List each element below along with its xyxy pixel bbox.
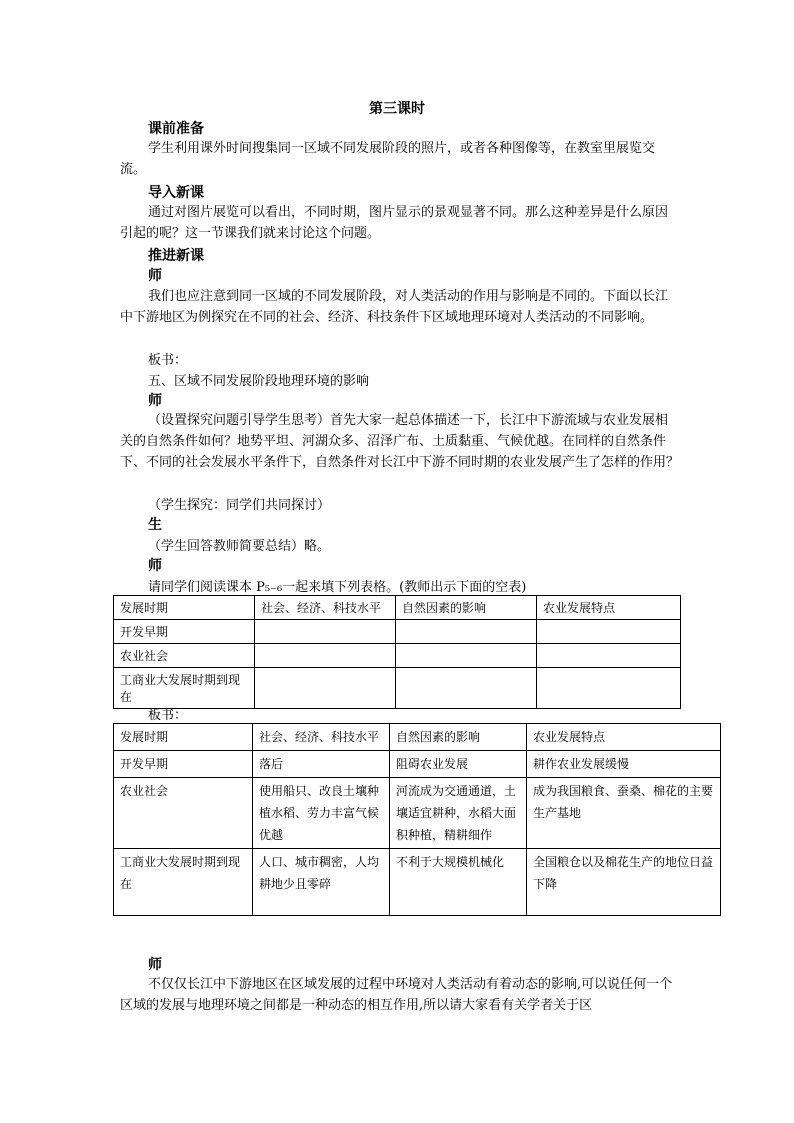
table-header-cell: 农业发展特点 [537, 596, 681, 620]
teacher-label: 师 [148, 558, 162, 574]
table-cell: 工商业大发展时期到现在 [114, 849, 253, 916]
prep-text: 学生利用课外时间搜集同一区域不同发展阶段的照片，或者各种图像等，在教室里展览交流。 [120, 141, 656, 177]
teacher-text: 请同学们阅读课本 P₅₋₆一起来填下列表格。(教师出示下面的空表) [148, 580, 527, 595]
table-row [114, 668, 681, 709]
table-cell: 使用船只、改良土壤种植水稻、劳力丰富气候优越 [253, 778, 390, 849]
board-item: 五、区域不同发展阶段地理环境的影响 [148, 374, 370, 389]
table-cell: 耕作农业发展缓慢 [527, 751, 721, 778]
board-table [113, 723, 721, 916]
table-row [114, 620, 681, 644]
table-header-cell: 社会、经济、科技水平 [255, 596, 396, 620]
teacher-label: 师 [148, 393, 162, 409]
empty-cell [255, 668, 396, 709]
board-label: 板书： [148, 708, 188, 723]
table-header-row [114, 596, 681, 620]
table-cell: 不利于大规模机械化 [390, 849, 527, 916]
table-cell: 农业社会 [114, 778, 253, 849]
empty-cell [396, 668, 537, 709]
board-label: 板书： [148, 353, 188, 368]
empty-cell [537, 644, 681, 668]
student-text: （学生回答教师简要总结）略。 [148, 539, 331, 554]
page-title: 第三课时 [369, 101, 425, 117]
empty-cell [255, 620, 396, 644]
table-header-cell: 发展时期 [114, 596, 255, 620]
teacher-label: 师 [148, 957, 162, 973]
table-cell: 阻碍农业发展 [390, 751, 527, 778]
table-row [114, 778, 721, 849]
intro-text: 通过对图片展览可以看出，不同时期，图片显示的景观显著不同。那么这种差异是什么原因引起的呢？这一节课我们就来讨论这个问题。 [120, 205, 669, 241]
student-explore: （学生探究：同学们共同探讨） [148, 498, 331, 513]
table-header-row [114, 724, 721, 751]
teacher-label: 师 [148, 268, 162, 284]
empty-cell [396, 644, 537, 668]
table-cell: 河流成为交通通道，土壤适宜耕种，水稻大面积种植，精耕细作 [390, 778, 527, 849]
intro-heading: 导入新课 [148, 185, 204, 201]
prep-heading: 课前准备 [148, 121, 204, 137]
teacher-text: 不仅仅长江中下游地区在区域发展的过程中环境对人类活动有着动态的影响,可以说任何一个区域的发展与地理环境之间都是一种动态的相互作用,所以请大家看有关学者关于区 [120, 977, 673, 1013]
table-cell: 全国粮仓以及棉花生产的地位日益下降 [527, 849, 721, 916]
table-cell: 成为我国粮食、蚕桑、棉花的主要生产基地 [527, 778, 721, 849]
table-row [114, 644, 681, 668]
table-header-cell: 自然因素的影响 [396, 596, 537, 620]
student-label: 生 [148, 517, 162, 533]
table-cell: 开发早期 [114, 751, 253, 778]
table-header-cell: 发展时期 [114, 724, 253, 751]
table-cell: 人口、城市稠密，人均耕地少且零碎 [253, 849, 390, 916]
empty-cell [255, 644, 396, 668]
table-row [114, 849, 721, 916]
table-header-cell: 社会、经济、科技水平 [253, 724, 390, 751]
empty-cell [537, 668, 681, 709]
teacher-text: 我们也应注意到同一区域的不同发展阶段，对人类活动的作用与影响是不同的。下面以长江中下游地区为例探究在不同的社会、经济、科技条件下区域地理环境对人类活动的不同影响。 [120, 289, 669, 325]
table-cell: 农业社会 [114, 644, 255, 668]
teacher-text: （设置探究问题引导学生思考）首先大家一起总体描述一下，长江中下游流域与农业发展相关的自然条件如何？地势平坦、河湖众多、沼泽广布、土质黏重、气候优越。在同样的自然条件下、不同的社会发展水平条件下，自然条件对长江中下游不同时期的农业发展产生了怎样的作用？ [120, 413, 680, 470]
empty-table [113, 595, 681, 709]
table-cell: 开发早期 [114, 620, 255, 644]
table-header-cell: 农业发展特点 [527, 724, 721, 751]
advance-heading: 推进新课 [148, 248, 204, 264]
table-cell: 落后 [253, 751, 390, 778]
table-cell: 工商业大发展时期到现在 [114, 668, 255, 709]
table-row [114, 751, 721, 778]
table-header-cell: 自然因素的影响 [390, 724, 527, 751]
empty-cell [396, 620, 537, 644]
empty-cell [537, 620, 681, 644]
